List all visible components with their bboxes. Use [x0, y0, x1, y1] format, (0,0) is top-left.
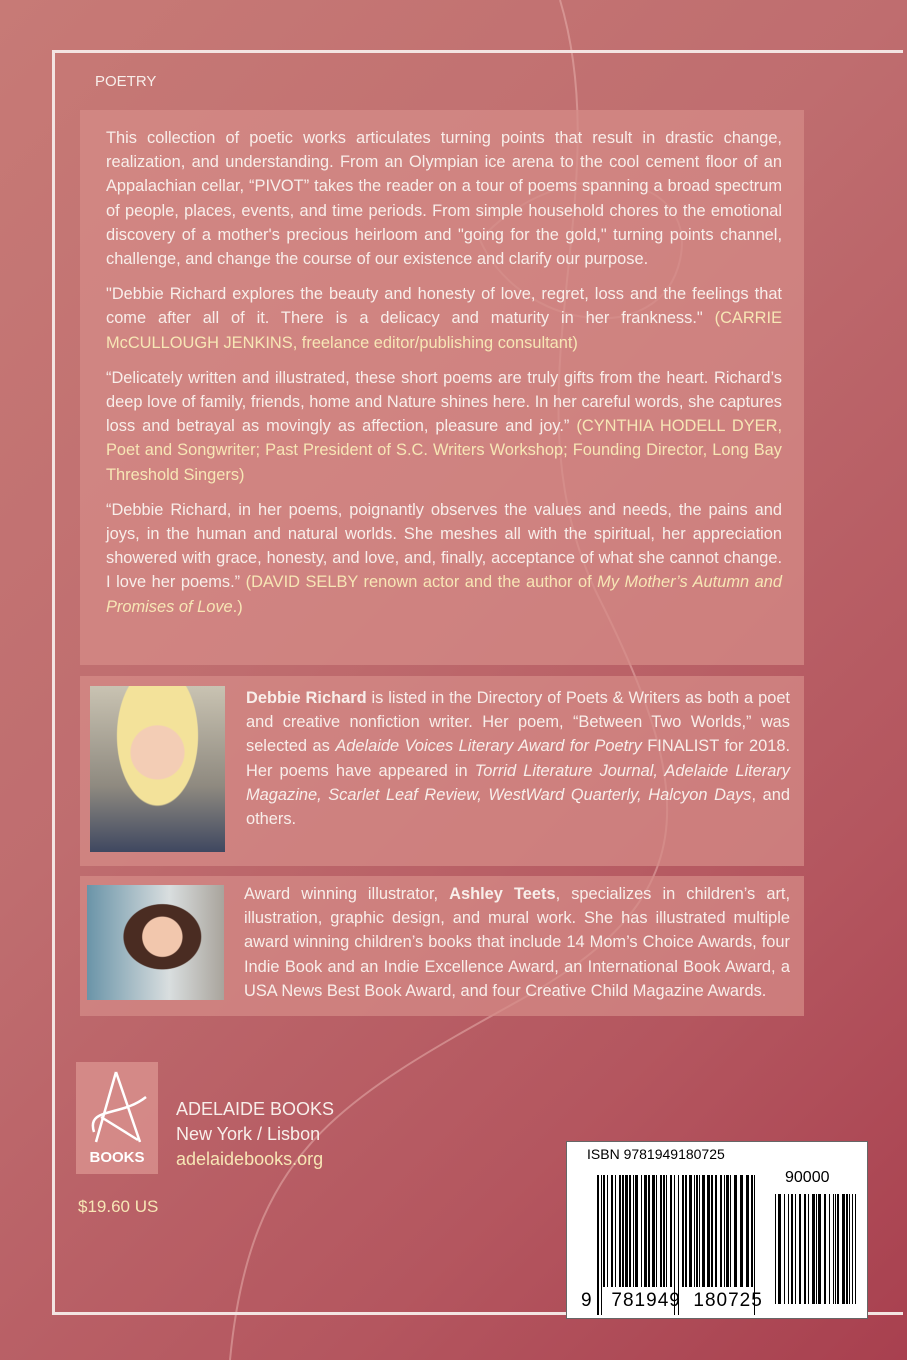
barcode-bar: [730, 1175, 731, 1287]
barcode-bar: [689, 1175, 692, 1287]
text-segment: is listed in the Directory of Poets & Writers as both a poet and creative nonfiction writer. Her poem, “Between Two Worlds,” was selected as: [246, 689, 790, 756]
isbn-barcode: [566, 1141, 868, 1319]
addon-bar: [808, 1194, 809, 1304]
barcode-bar: [711, 1175, 713, 1287]
addon-bar: [795, 1194, 796, 1304]
text-segment: This collection of poetic works articulates turning points that result in drastic change, realization, and understanding. From an Olympian ice arena to the cool cement floor of an Appalachian cellar, “PIVOT” takes the reader on a tour of poems spanning a broad spectrum of people, places, events, and time periods. From simple household chores to the emotional discovery of a mother's precious heirloom and "going for the gold," turning points channel, challenge, and change the course of our existence and clarify our purpose.: [106, 129, 782, 269]
barcode-bar: [644, 1175, 647, 1287]
addon-bar: [804, 1194, 806, 1304]
text-segment: "Debbie Richard explores the beauty and honesty of love, regret, loss and the feelings that come after all of it. There is a delicacy and maturity in her frankness.": [106, 285, 782, 328]
barcode-bar: [751, 1175, 753, 1287]
addon-bar: [824, 1194, 826, 1304]
barcode-bar: [652, 1175, 655, 1287]
barcode-bar: [685, 1175, 687, 1287]
barcode-bar: [663, 1175, 665, 1287]
barcode-bar: [619, 1175, 621, 1287]
quote-attribution: (CARRIE McCULLOUGH JENKINS, freelance editor/publishing consultant): [106, 309, 782, 352]
text-segment: “Debbie Richard, in her poems, poignantly observes the values and needs, the pains and joys, in the human and natural worlds. She meshes all with the spiritual, her appreciation showered with grace, honesty, and love, and, finally, acceptance of what she cannot change. I love her poems.”: [106, 500, 782, 592]
addon-bar: [835, 1194, 836, 1304]
addon-bar: [849, 1194, 850, 1304]
barcode-bar: [607, 1175, 608, 1287]
barcode-bar: [707, 1175, 710, 1287]
text-segment: Award winning illustrator,: [244, 885, 450, 903]
addon-code: 90000: [785, 1169, 830, 1186]
addon-bar: [799, 1194, 801, 1304]
barcode-bar: [740, 1175, 743, 1287]
barcode-bar: [699, 1175, 700, 1287]
publisher-info: [176, 1097, 334, 1172]
quote-attribution: .): [232, 597, 243, 616]
addon-bar: [837, 1194, 839, 1304]
description-panel: [80, 110, 804, 665]
publisher-url: adelaidebooks.org: [176, 1149, 324, 1169]
barcode-bar: [622, 1175, 624, 1287]
illustrator-bio-panel: [80, 876, 804, 1016]
description-paragraph: [106, 126, 782, 271]
isbn-group-2: 180725: [693, 1290, 763, 1311]
isbn-first-digit: 9: [581, 1290, 593, 1311]
barcode-bar: [696, 1175, 698, 1287]
text-segment: , and others.: [246, 785, 790, 829]
barcode-bar: [734, 1175, 737, 1287]
addon-bar: [775, 1194, 776, 1304]
illustrator-photo: [87, 885, 224, 1000]
isbn-group-1: 781949: [611, 1290, 681, 1311]
text-segment: Ashley Teets: [449, 885, 556, 903]
barcode-bar: [715, 1175, 717, 1287]
barcode-bar: [694, 1175, 695, 1287]
author-bio-panel: [80, 676, 804, 866]
barcode-bar: [726, 1175, 729, 1287]
barcode-bar: [648, 1175, 650, 1287]
addon-bar: [833, 1194, 834, 1304]
text-segment: “Delicately written and illustrated, these short poems are truly gifts from the heart. Richard’s deep love of family, friends, home and Nature shines here. In her careful words, she captures loss and betrayal as movingly as affection, pleasure and joy.”: [106, 368, 782, 436]
quote-attribution: My Mother’s Autumn and Promises of Love: [106, 573, 782, 616]
addon-bar: [829, 1194, 830, 1304]
barcode-bar: [670, 1175, 672, 1287]
barcode-bar: [615, 1175, 616, 1287]
barcode-bar: [635, 1175, 638, 1287]
barcode-bar: [720, 1175, 722, 1287]
barcode-bar: [660, 1175, 662, 1287]
publisher-logo: [76, 1062, 158, 1174]
description-paragraph: [106, 498, 782, 619]
addon-bar: [818, 1194, 821, 1304]
text-segment: Debbie Richard: [246, 689, 367, 707]
quote-attribution: (CYNTHIA HODELL DYER, Poet and Songwriter; Past President of S.C. Writers Workshop; Founding Director, Long Bay Threshold Singers): [106, 417, 782, 484]
addon-bar: [846, 1194, 848, 1304]
barcode-bar: [633, 1175, 634, 1287]
quote-attribution: (DAVID SELBY renown actor and the author of: [245, 573, 598, 592]
logo-text: BOOKS: [89, 1149, 145, 1166]
description-paragraph: [106, 366, 782, 487]
barcode-bar: [611, 1175, 613, 1287]
addon-bar: [816, 1194, 817, 1304]
text-segment: FINALIST for 2018. Her poems have appeared in: [246, 737, 791, 780]
publisher-name: ADELAIDE BOOKS: [176, 1099, 335, 1119]
author-photo: [90, 686, 225, 852]
isbn-label: ISBN 9781949180725: [587, 1146, 725, 1162]
text-segment: , specializes in children’s art, illustration, graphic design, and mural work. She has illustrated multiple award winning children’s books that include 14 Mom’s Choice Awards, four Indie Book and an Indie Excellence Award, an International Book Award, a USA News Best Book Award, and four Creative Child Magazine Awards.: [244, 885, 791, 1000]
addon-bar: [784, 1194, 785, 1304]
barcode-bar: [656, 1175, 657, 1287]
barcode-bar: [666, 1175, 667, 1287]
addon-bar: [855, 1194, 856, 1304]
barcode-bar: [724, 1175, 725, 1287]
barcode-bar: [702, 1175, 705, 1287]
barcode-bar: [682, 1175, 684, 1287]
barcode-bar: [746, 1175, 749, 1287]
addon-bar: [791, 1194, 793, 1304]
description-paragraph: [106, 282, 782, 355]
illustrator-bio-text: [244, 882, 790, 1003]
barcode-bar: [629, 1175, 631, 1287]
price: $19.60 US: [78, 1197, 159, 1216]
isbn-digits: [581, 1290, 763, 1312]
author-bio-text: [246, 686, 790, 831]
barcode-bar: [625, 1175, 628, 1287]
barcode-bar: [603, 1175, 605, 1287]
barcode-bar: [641, 1175, 642, 1287]
addon-bar: [778, 1194, 781, 1304]
addon-bar: [812, 1194, 815, 1304]
addon-bar: [788, 1194, 789, 1304]
text-segment: Adelaide Voices Literary Award for Poetry: [335, 737, 642, 756]
genre-label: POETRY: [95, 73, 157, 90]
text-segment: Torrid Literature Journal, Adelaide Literary Magazine, Scarlet Leaf Review, WestWard Quarterly, Halcyon Days: [246, 761, 790, 804]
addon-bar: [842, 1194, 845, 1304]
addon-bar: [852, 1194, 853, 1304]
publisher-cities: New York / Lisbon: [176, 1124, 321, 1144]
